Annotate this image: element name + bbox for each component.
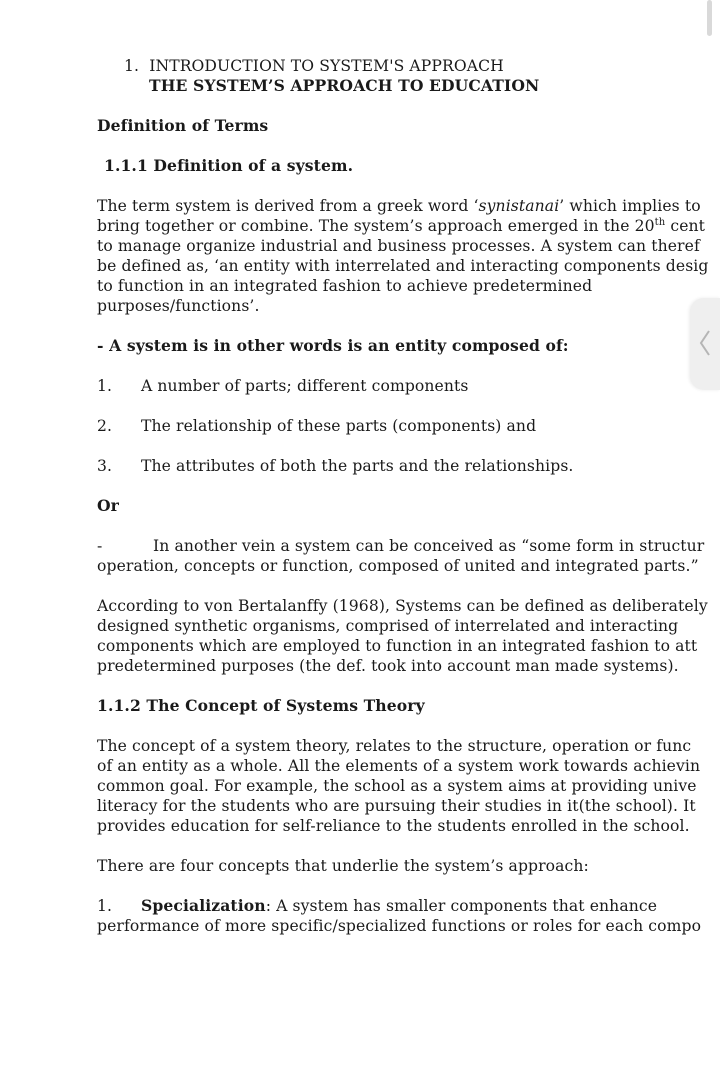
list-item: 1. A number of parts; different components: [97, 377, 469, 395]
paragraph-line: designed synthetic organisms, comprised of interrelated and interacting: [97, 617, 679, 635]
paragraph-line: The concept of a system theory, relates to the structure, operation or func: [97, 737, 692, 755]
paragraph-line: components which are employed to function in an integrated fashion to att: [97, 637, 698, 655]
paragraph-line: bring together or combine. The system’s approach emerged in the 20th cent: [97, 216, 706, 235]
paragraph-line: predetermined purposes (the def. took into account man made systems).: [97, 657, 679, 675]
list-intro: - A system is in other words is an entity composed of:: [97, 336, 569, 355]
chapter-title: INTRODUCTION TO SYSTEM'S APPROACH: [149, 57, 504, 75]
paragraph-line: - In another vein a system can be conceived as “some form in structur: [97, 537, 705, 555]
chevron-left-icon: [699, 330, 711, 356]
paragraph-line: be defined as, ‘an entity with interrelated and interacting components desig: [97, 257, 709, 275]
definition-of-terms-heading: Definition of Terms: [97, 116, 269, 135]
paragraph-line: performance of more specific/specialized functions or roles for each compo: [97, 917, 702, 935]
paragraph-line: The term system is derived from a greek word ‘synistanai’ which implies to: [97, 197, 701, 215]
paragraph-line: provides education for self-reliance to the students enrolled in the school.: [97, 817, 690, 835]
concept-item: 1. Specialization: A system has smaller components that enhance: [97, 896, 658, 915]
section-1-1-2-heading: 1.1.2 The Concept of Systems Theory: [97, 696, 425, 715]
or-label: Or: [97, 496, 119, 515]
list-item: 2. The relationship of these parts (components) and: [97, 417, 537, 435]
chapter-number: 1.: [124, 57, 140, 75]
paragraph-line: purposes/functions’.: [97, 297, 260, 315]
section-1-1-1-heading: 1.1.1 Definition of a system.: [104, 156, 354, 175]
paragraph-line: to function in an integrated fashion to achieve predetermined: [97, 277, 593, 295]
chapter-heading: [124, 56, 504, 76]
list-item: 3. The attributes of both the parts and the relationships.: [97, 457, 574, 475]
side-panel-handle[interactable]: [690, 298, 720, 390]
paragraph-line: operation, concepts or function, composed of united and integrated parts.”: [97, 557, 699, 575]
paragraph-line: to manage organize industrial and business processes. A system can theref: [97, 237, 700, 255]
paragraph-line: literacy for the students who are pursuing their studies in it(the school). It: [97, 797, 696, 815]
paragraph-line: of an entity as a whole. All the elements of a system work towards achievin: [97, 757, 701, 775]
paragraph-line: common goal. For example, the school as a system aims at providing unive: [97, 777, 697, 795]
paragraph-line: According to von Bertalanffy (1968), Systems can be defined as deliberately: [97, 597, 708, 615]
scroll-indicator[interactable]: [707, 0, 712, 36]
chapter-subtitle: THE SYSTEM’S APPROACH TO EDUCATION: [149, 76, 540, 95]
paragraph-line: There are four concepts that underlie the system’s approach:: [97, 857, 589, 875]
